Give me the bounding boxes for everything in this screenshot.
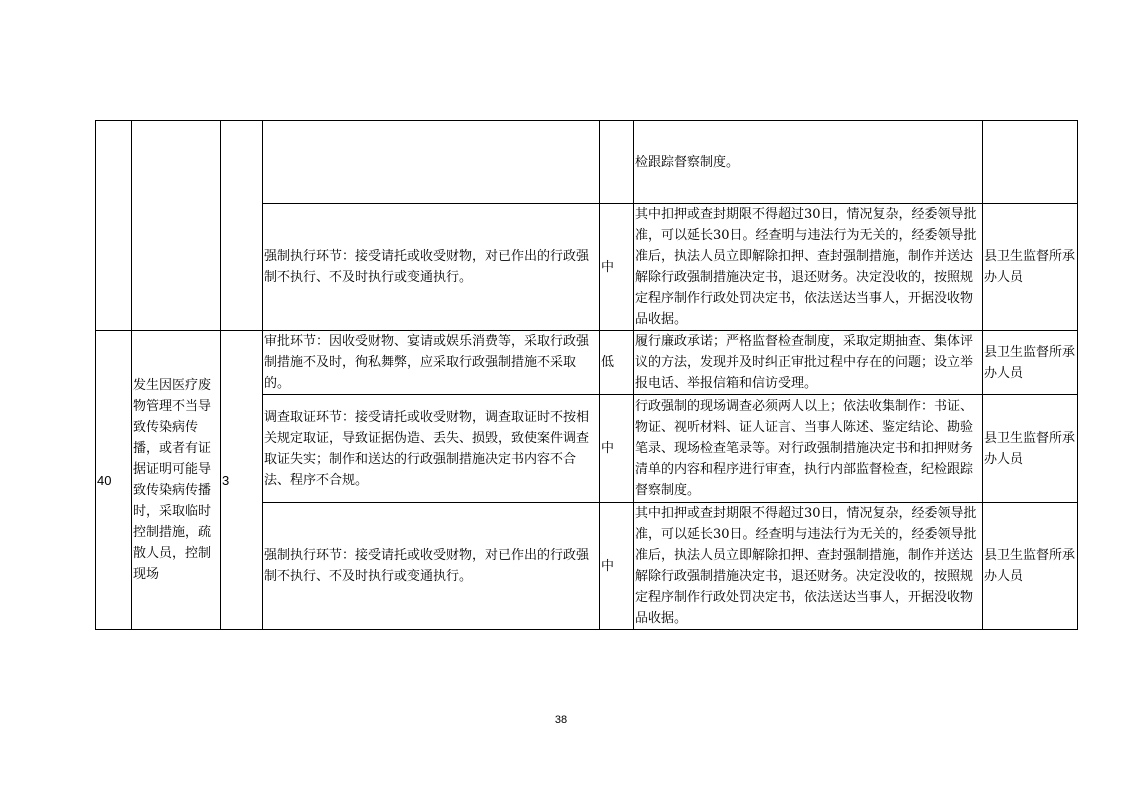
responsible-cell: 县卫生监督所承办人员 <box>983 204 1078 331</box>
risk-point-cell: 审批环节：因收受财物、宴请或娱乐消费等，采取行政强制措施不及时，徇私舞弊，应采取行政强制措施不采取的。 <box>263 331 600 395</box>
responsible-cell: 县卫生监督所承办人员 <box>983 503 1078 630</box>
table-row <box>96 331 1078 395</box>
item-count: 3 <box>221 331 263 630</box>
risk-level-cell <box>600 121 634 204</box>
risk-table <box>95 120 1078 630</box>
page-number: 38 <box>554 714 568 726</box>
risk-point-cell: 强制执行环节：接受请托或收受财物，对已作出的行政强制不执行、不及时执行或变通执行。 <box>263 503 600 630</box>
risk-point-cell <box>263 121 600 204</box>
item-number: 40 <box>96 331 132 630</box>
prevention-measure-cell: 履行廉政承诺；严格监督检查制度，采取定期抽查、集体评议的方法，发现并及时纠正审批过程中存在的问题；设立举报电话、举报信箱和信访受理。 <box>634 331 983 395</box>
risk-point-cell: 强制执行环节：接受请托或收受财物，对已作出的行政强制不执行、不及时执行或变通执行。 <box>263 204 600 331</box>
prevention-measure-cell: 其中扣押或查封期限不得超过30日，情况复杂，经委领导批准，可以延长30日。经查明与违法行为无关的，经委领导批准后，执法人员立即解除扣押、查封强制措施，制作并送达解除行政强制措施决定书，退还财务。决定没收的，按照规定程序制作行政处罚决定书，依法送达当事人，开据没收物品收据。 <box>634 503 983 630</box>
matter-cell <box>132 121 221 331</box>
risk-level-cell: 中 <box>600 204 634 331</box>
table-row <box>96 121 1078 204</box>
responsible-cell <box>983 121 1078 204</box>
count-cell <box>221 121 263 331</box>
risk-level-cell: 低 <box>600 331 634 395</box>
risk-point-cell: 调查取证环节：接受请托或收受财物，调查取证时不按相关规定取证，导致证据伪造、丢失、损毁，致使案件调查取证失实；制作和送达的行政强制措施决定书内容不合法、程序不合规。 <box>263 395 600 503</box>
prevention-measure-cell: 其中扣押或查封期限不得超过30日，情况复杂，经委领导批准，可以延长30日。经查明与违法行为无关的，经委领导批准后，执法人员立即解除扣押、查封强制措施，制作并送达解除行政强制措施决定书，退还财务。决定没收的，按照规定程序制作行政处罚决定书，依法送达当事人，开据没收物品收据。 <box>634 204 983 331</box>
responsible-cell: 县卫生监督所承办人员 <box>983 331 1078 395</box>
prevention-measure-cell: 检跟踪督察制度。 <box>634 121 983 204</box>
prevention-measure-cell: 行政强制的现场调查必须两人以上；依法收集制作：书证、物证、视听材料、证人证言、当事人陈述、鉴定结论、勘验笔录、现场检查笔录等。对行政强制措施决定书和扣押财务清单的内容和程序进行审查，执行内部监督检查，纪检跟踪督察制度。 <box>634 395 983 503</box>
number-cell <box>96 121 132 331</box>
responsible-cell: 县卫生监督所承办人员 <box>983 395 1078 503</box>
item-matter: 发生因医疗废物管理不当导致传染病传播，或者有证据证明可能导致传染病传播时，采取临时控制措施，疏散人员，控制现场 <box>132 331 221 630</box>
risk-level-cell: 中 <box>600 503 634 630</box>
risk-level-cell: 中 <box>600 395 634 503</box>
